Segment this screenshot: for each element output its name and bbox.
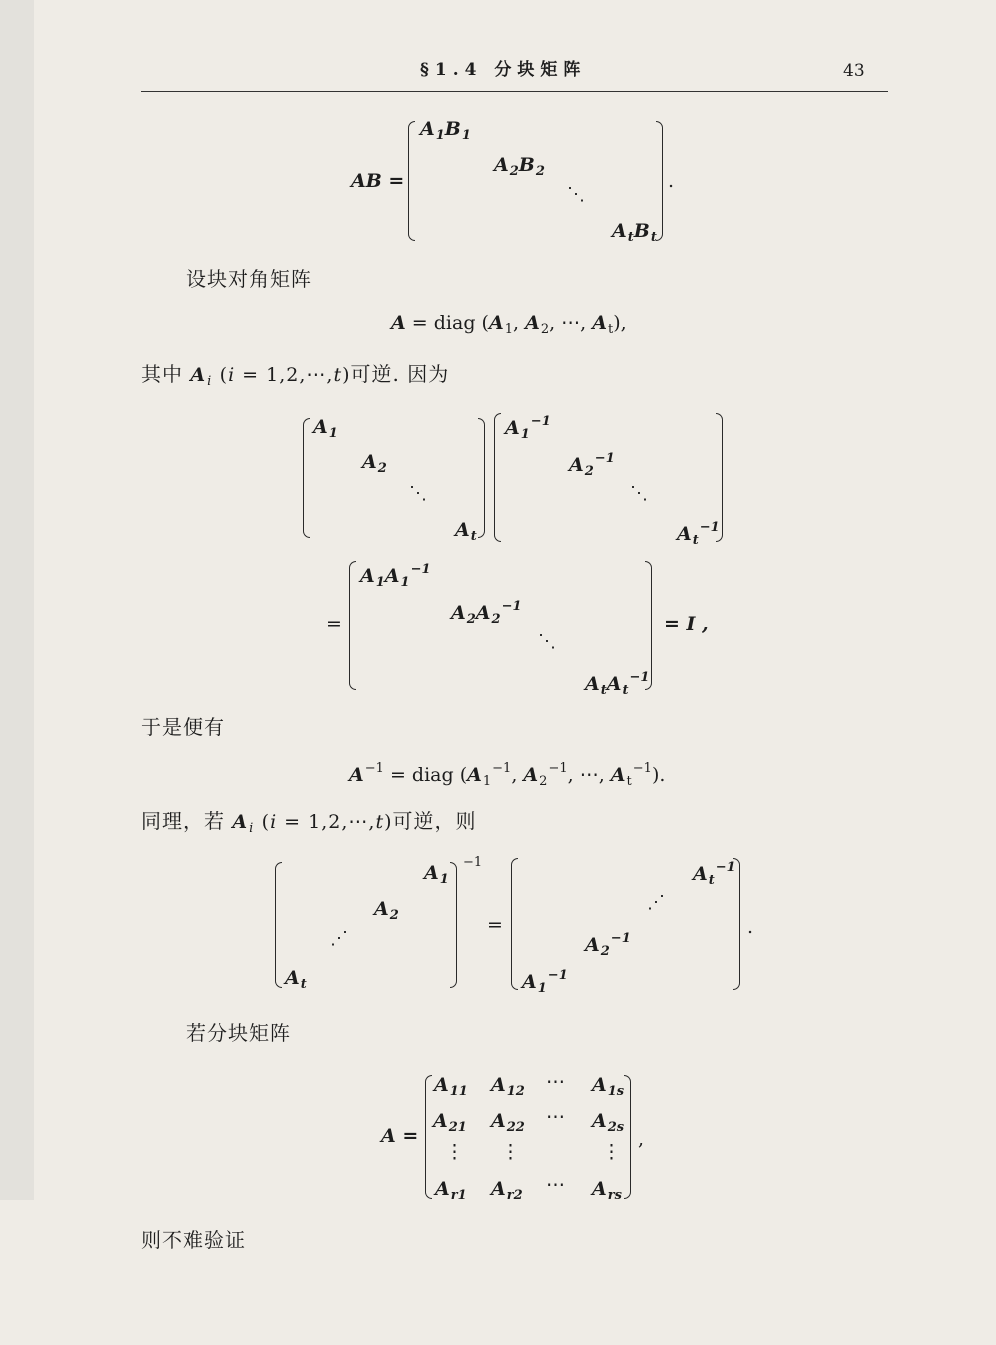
entry-a12: $A_{12}$	[491, 1074, 525, 1099]
paragraph-then-verify: 则不难验证	[141, 1228, 246, 1252]
section-header: §1.4 分块矩阵	[420, 60, 587, 80]
horizontal-dots: ⋯	[546, 1106, 565, 1128]
matrix-bracket-right	[624, 1075, 631, 1199]
diag-equation: A = diag ($A_1$, $A_2$, ⋯, $A_t$),	[391, 312, 627, 337]
matrix-bracket-left	[408, 121, 415, 241]
entry-a1: $A_1$	[313, 416, 338, 441]
page-number: 43	[843, 61, 865, 81]
period: .	[747, 916, 754, 938]
entry-a22: $A_{22}$	[491, 1110, 525, 1135]
vertical-dots: ⋮	[501, 1141, 520, 1163]
horizontal-dots: ⋯	[546, 1174, 565, 1196]
entry-at: $A_t$	[285, 967, 307, 992]
matrix-bracket-left	[425, 1075, 432, 1199]
matrix-bracket-left	[349, 561, 356, 690]
scan-shadow	[0, 0, 34, 1200]
entry-a21: $A_{21}$	[433, 1110, 467, 1135]
matrix-bracket-right	[656, 121, 663, 241]
entry-atatinv: $A_tA_t^{-1}$	[585, 670, 650, 698]
paragraph-set-block-diag: 设块对角矩阵	[186, 267, 312, 291]
entry-at-inv: $A_t^{-1}$	[693, 860, 736, 888]
header-rule	[141, 91, 888, 92]
paragraph-where: 其中 $A_i$ (i = 1,2,⋯,t)可逆. 因为	[141, 362, 450, 389]
diagonal-dots: ⋱	[538, 631, 556, 652]
entry-a2-inv: $A_2^{-1}$	[569, 451, 615, 479]
entry-a2-inv: $A_2^{-1}$	[585, 931, 631, 959]
diagonal-dots: ⋱	[567, 184, 585, 205]
entry-a1s: $A_{1s}$	[592, 1074, 625, 1099]
entry-a2: $A_2$	[374, 898, 399, 923]
entry-a1: $A_1$	[424, 862, 449, 887]
entry-ar1: $A_{r1}$	[435, 1178, 467, 1203]
diagonal-dots: ⋱	[630, 483, 648, 504]
matrix-bracket-left	[275, 862, 282, 988]
paragraph-thus: 于是便有	[141, 715, 225, 739]
paragraph-if-block-matrix: 若分块矩阵	[186, 1021, 291, 1045]
vertical-dots: ⋮	[602, 1141, 621, 1163]
entry-at: $A_t$	[455, 519, 477, 544]
anti-diagonal-dots: ⋰	[647, 892, 665, 913]
entry-a2: $A_2$	[362, 451, 387, 476]
comma: ,	[638, 1128, 645, 1150]
paragraph-similarly: 同理，若 $A_i$ (i = 1,2,⋯,t)可逆，则	[141, 809, 477, 836]
entry-ar2: $A_{r2}$	[491, 1178, 523, 1203]
matrix-bracket-left	[303, 418, 310, 538]
vertical-dots: ⋮	[445, 1141, 464, 1163]
inverse-equation: $A^{-1}$ = diag ($A_1^{-1}$, $A_2^{-1}$, ⋯, $A_t^{-1}$).	[349, 761, 666, 789]
matrix-lhs: A =	[381, 1125, 419, 1147]
identity-result: = I ,	[664, 613, 709, 635]
entry-a1-inv: $A_1^{-1}$	[505, 414, 551, 442]
entry-a1-inv: $A_1^{-1}$	[522, 968, 568, 996]
matrix-bracket-left	[494, 413, 501, 542]
period: .	[668, 170, 675, 192]
matrix-bracket-right	[478, 418, 485, 538]
entry-at-inv: $A_t^{-1}$	[677, 520, 720, 548]
entry-a2a2inv: $A_2A_2^{-1}$	[451, 599, 522, 627]
entry-a2b2: $A_2B_2$	[494, 154, 545, 179]
entry-a1a1inv: $A_1A_1^{-1}$	[360, 562, 431, 590]
entry-a2s: $A_{2s}$	[592, 1110, 625, 1135]
ab-lhs: AB =	[351, 170, 405, 192]
horizontal-dots: ⋯	[546, 1071, 565, 1093]
entry-a1b1: $A_1B_1$	[420, 118, 471, 143]
entry-atbt: $A_tB_t$	[612, 220, 657, 245]
anti-diagonal-dots: ⋰	[330, 928, 348, 949]
matrix-bracket-left	[511, 858, 518, 990]
diagonal-dots: ⋱	[409, 483, 427, 504]
entry-ars: $A_{rs}$	[592, 1178, 622, 1203]
inverse-superscript: −1	[463, 855, 483, 870]
matrix-bracket-right	[450, 862, 457, 988]
entry-a11: $A_{11}$	[434, 1074, 468, 1099]
equals-sign: =	[326, 613, 342, 635]
equals-sign: =	[487, 914, 503, 936]
